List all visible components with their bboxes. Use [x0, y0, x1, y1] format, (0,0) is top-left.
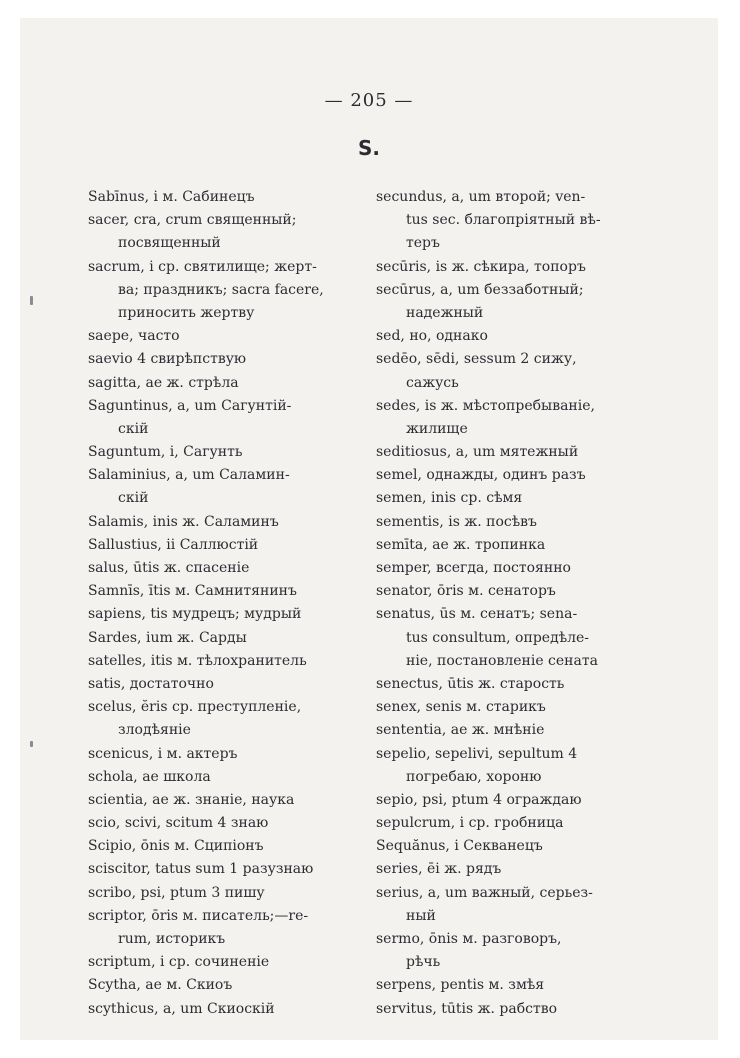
left-entry-line: salus, ūtis ж. спасеніе — [88, 560, 250, 576]
left-entry-line: scenicus, i м. актеръ — [88, 745, 238, 762]
left-entry-line: sacrum, i cp. святилище; жерт- — [88, 258, 317, 275]
left-entry-line: scriptor, ōris м. писатель;—re- — [88, 907, 309, 924]
page-number: — 205 — — [324, 90, 414, 111]
right-column — [376, 186, 668, 1021]
right-entry-line: sedēo, sēdi, sessum 2 сижу, — [376, 351, 577, 368]
section-letter: S. — [357, 136, 380, 160]
left-entry-line: saevio 4 свирѣпствую — [88, 351, 247, 368]
left-entry-line: scio, scivi, scitum 4 знаю — [88, 815, 269, 832]
right-entry-line: secūris, is ж. сѣкира, топоръ — [376, 258, 586, 275]
right-entry-line: senex, senis м. старикъ — [376, 699, 546, 716]
right-entry-line: sepulcrum, i cp. гробница — [376, 815, 564, 832]
right-entry-line: надежный — [406, 304, 484, 321]
right-entry-line: рѣчь — [406, 954, 441, 971]
right-entry-line: ный — [406, 907, 436, 924]
left-entry-line: скій — [118, 420, 149, 437]
left-entry-line: Salaminius, a, um Саламин- — [88, 467, 290, 484]
right-entry-line: sepelio, sepelivi, sepultum 4 — [376, 745, 578, 762]
right-entry-line: serius, a, um важный, серьез- — [376, 884, 593, 901]
left-entry-line: приносить жертву — [118, 304, 255, 321]
left-entry-line: saepe, часто — [88, 328, 180, 345]
right-entry-line: sermo, ōnis м. разговоръ, — [376, 931, 562, 947]
right-entry-line: теръ — [406, 235, 440, 252]
right-entry-line: senator, ōris м. сенаторъ — [376, 583, 556, 600]
left-column — [88, 186, 378, 1021]
right-entry-line: servitus, tūtis ж. рабство — [376, 1000, 558, 1017]
right-entry-line: sedes, is ж. мѣстопребываніе, — [376, 397, 595, 414]
left-entry-line: sagitta, ae ж. стрѣла — [88, 374, 239, 391]
right-entry-line: semen, inis cp. сѣмя — [376, 490, 523, 507]
right-entry-line: secundus, a, um второй; ven- — [376, 189, 586, 205]
right-entry-line: ніе, постановленіе сената — [406, 652, 598, 669]
right-entry-line: tus consultum, опредѣле- — [406, 629, 590, 646]
right-entry-line: погребаю, хороню — [406, 768, 542, 785]
left-entry-line: schola, ae школа — [88, 768, 211, 785]
left-entry-line: Samnīs, ītis м. Самнитянинъ — [88, 583, 297, 600]
right-entry-line: serpens, pentis м. змѣя — [376, 977, 545, 994]
right-entry-line: series, ēi ж. рядъ — [376, 861, 502, 878]
left-entry-line: sapiens, tis мудрецъ; мудрый — [88, 606, 302, 623]
left-entry-line: Saguntum, i, Сагунть — [88, 444, 243, 461]
left-entry-line: scythicus, a, um Скиоскій — [88, 1000, 275, 1017]
margin-mark — [30, 296, 33, 305]
left-entry-line: scribo, psi, ptum 3 пишу — [88, 884, 265, 901]
left-entry-line: Scipio, ōnis м. Сципіонъ — [88, 838, 264, 855]
left-entry-line: Sabīnus, i м. Сабинецъ — [88, 189, 255, 205]
right-entry-line: sententia, ae ж. мнѣніе — [376, 722, 545, 739]
right-entry-line: sementis, is ж. посѣвъ — [376, 513, 537, 530]
right-entry-line: seditiosus, a, um мятежный — [376, 444, 579, 461]
left-entry-line: scriptum, i cp. сочиненіе — [88, 954, 270, 971]
left-entry-line: scelus, ĕris cp. преступленіе, — [88, 699, 302, 716]
book-page — [20, 18, 718, 1040]
right-entry-line: tus sec. благопріятный вѣ- — [406, 212, 601, 229]
margin-mark — [30, 741, 33, 747]
left-entry-line: Saguntinus, a, um Сагунтій- — [88, 397, 292, 414]
left-entry-line: Scytha, ae м. Скиоъ — [88, 977, 233, 994]
left-entry-line: ва; праздникъ; sacra facere, — [118, 281, 324, 298]
left-entry-line: sciscitor, tatus sum 1 разузнаю — [88, 861, 314, 878]
left-entry-line: посвященный — [118, 235, 221, 252]
left-entry-line: злодѣяніе — [118, 722, 191, 739]
right-entry-line: sed, но, однако — [376, 328, 488, 345]
left-entry-line: rum, историкъ — [118, 931, 226, 947]
right-entry-line: Sequănus, i Секванецъ — [376, 838, 543, 855]
left-entry-line: satelles, itis м. тѣлохранитель — [88, 652, 307, 669]
left-entry-line: Sallustius, ii Саллюстій — [88, 536, 259, 553]
right-entry-line: sepio, psi, ptum 4 ограждаю — [376, 791, 582, 808]
right-entry-line: semīta, ae ж. тропинка — [376, 536, 546, 553]
right-entry-line: semel, однажды, одинъ разъ — [376, 467, 586, 484]
right-entry-line: senectus, ūtis ж. старость — [376, 675, 565, 692]
right-entry-line: secūrus, a, um беззаботный; — [376, 281, 584, 298]
left-entry-line: Sardes, ium ж. Сарды — [88, 629, 247, 646]
left-entry-line: Salamis, inis ж. Саламинъ — [88, 513, 279, 530]
right-entry-line: semper, всегда, постоянно — [376, 560, 571, 576]
right-entry-line: жилище — [406, 420, 468, 437]
left-entry-line: scientia, ae ж. знаніе, наука — [88, 791, 295, 808]
left-entry-line: satis, достаточно — [88, 675, 214, 692]
right-entry-line: сажусь — [406, 374, 459, 391]
right-entry-line: senatus, ūs м. сенатъ; sena- — [376, 606, 578, 623]
left-entry-line: скій — [118, 490, 149, 507]
left-entry-line: sacer, cra, crum священный; — [88, 212, 297, 229]
